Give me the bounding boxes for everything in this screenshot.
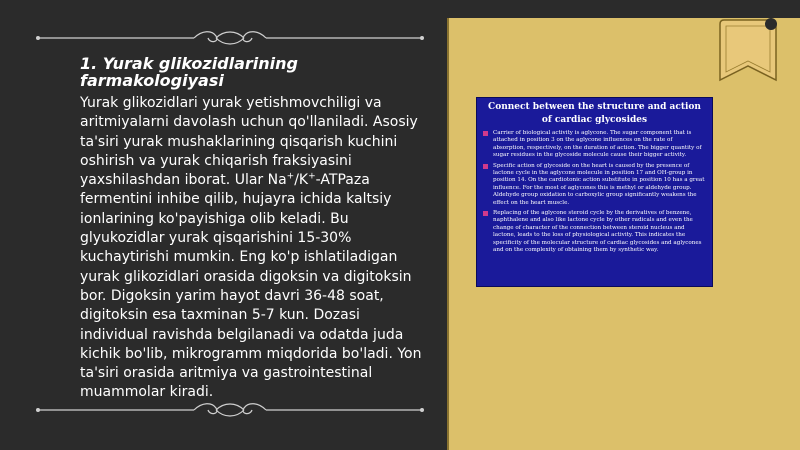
ornamental-divider-top (34, 28, 426, 48)
bullet-square-icon (483, 131, 488, 136)
slide-heading: 1. Yurak glikozidlarining farmakologiyasi (80, 54, 299, 90)
bookmark-icon (718, 18, 778, 98)
body-text-part-2: -ATPaza fermentini inhibe qilib, hujayra ichida kaltsiy ionlarining ko'payishiga olib keladi. Bu glyukozidlar yurak qisqarishini 15-30% kuchaytirishi mumkin. Eng ko'p ishlatiladigan yurak glikozidlari orasida digoksin va digitoksin bor. Digoksin yarim hayot davri 36-48 soat, digitoksin esa taxminan 5-7 kun. Dozasi individual ravishda belgilanadi va odatda juda kichik bo'lib, mikrogramm miqdorida bo'ladi. Yon ta'siri orasida aritmiya va gastrointestinal muammolar kiradi. (80, 172, 422, 401)
panel-edge (447, 0, 449, 450)
ornamental-divider-bottom (34, 400, 426, 420)
list-item (483, 130, 706, 160)
bullet-square-icon (483, 164, 488, 169)
list-item-text: Replacing of the aglycone steroid cycle by the derivatives of benzene, naphthalene and also like lactone cycle by other radicals and even the change of character of the connection between steroid nucleus and lactone, leads to the loss of physiological activity. This indicates the specificity of the molecular structure of cardiac glycosides and aglycones and on the complexity of obtaining them by synthetic way. (493, 210, 702, 254)
embedded-slide-bullet-list (483, 130, 706, 255)
list-item-text: Carrier of biological activity is aglycone. The sugar component that is attached in position 3 on the aglycone influences on the rate of absorption, respectively, on the duration of action. The bigger quantity of sugar residues in the glycoside molecule cause their bigger activity. (493, 130, 702, 159)
superscript-plus-2: + (308, 171, 316, 182)
list-item (483, 210, 706, 254)
body-text-k: /K (294, 172, 309, 189)
list-item (483, 163, 706, 207)
embedded-slide-image (476, 97, 713, 287)
superscript-plus-1: + (286, 171, 295, 182)
embedded-slide-title: Connect between the structure and action of cardiac glycosides (488, 102, 701, 125)
list-item-text: Specific action of glycoside on the heart is caused by the presence of lactone cycle in the aglycone molecule in position 17 and OH-group in position 14. On the cardiotonic action substitute in position 10 has a great influence. For the most of aglycones this is methyl or aldehyde group. Aldehyde group oxidation to carboxylic group significantly weakens the effect on the heart muscle. (493, 162, 705, 206)
slide-body-text (80, 94, 430, 403)
body-text-part-1: Yurak glikozidlari yurak yetishmovchiligi va aritmiyalarni davolash uchun qo'llaniladi. Asosiy ta'siri yurak mushaklarining qisqarish kuchini oshirish va yurak chiqarish fraksiyasini yaxshilashdan iborat. Ular Na (80, 95, 418, 189)
bullet-square-icon (483, 211, 488, 216)
top-strip (447, 0, 800, 18)
